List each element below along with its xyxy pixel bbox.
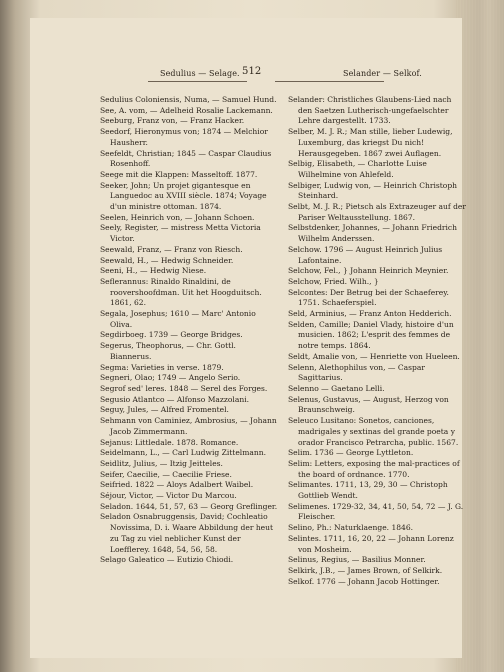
- right_column-entry: Selander: Christliches Glaubens-Lied nach den Saetzen Lutherisch-ungefaelschter Lehre dargestellt. 1733.: [288, 95, 452, 126]
- right_column-entry: Selimenes. 1729-32, 34, 41, 50, 54, 72 — J. G. Fleischer.: [288, 501, 464, 522]
- right_column-entry: Selintes. 1711, 16, 20, 22 — Johann Lorenz von Mosheim.: [288, 533, 454, 554]
- right_column-entry: Selino, Ph.: Naturklaenge. 1846.: [288, 523, 414, 533]
- right_column-entry: Seldt, Amalie von, — Henriette von Hueleen.: [288, 351, 460, 361]
- left_column-entry: Seeni, H., — Hedwig Niese.: [100, 266, 207, 276]
- right_column-entry: Seld, Arminius, — Franz Anton Hedderich.: [288, 309, 452, 319]
- left_column-entry: Sejanus: Littledale. 1878. Romance.: [100, 437, 239, 447]
- right_column-entry: Selchow. 1796 — August Heinrich Julius Lafontaine.: [288, 244, 443, 265]
- right_column-entry: Seleuco Lusitano: Sonetos, canciones, madrigales y sextinas del grande poeta y orador Francisco Petrarcha, public. 1567.: [288, 416, 459, 447]
- left_column-entry: Seefeldt, Christian; 1845 — Caspar Claudius Rosenhoff.: [100, 148, 272, 169]
- header-right: Selander — Selkof.: [343, 69, 422, 78]
- right_column-entry: Selim: Letters, exposing the mal-practices of the board of ordnance. 1770.: [288, 458, 460, 479]
- left_column-entry: Seewald, H., — Hedwig Schneider.: [100, 255, 234, 265]
- left_column-entry: Sehmann von Caminiez, Ambrosius, — Johann Jacob Zimmermann.: [100, 416, 277, 436]
- left_column-entry: Seidlitz, Julius, — Itzig Jeitteles.: [100, 458, 223, 468]
- right-column: [288, 95, 466, 587]
- left_column-entry: Séjour, Victor, — Victor Du Marcou.: [100, 491, 237, 501]
- right_column-entry: Selkirk, J.B., — James Brown, of Selkirk.: [288, 565, 443, 575]
- right_column-entry: Selchow, Fel., } Johann Heinrich Meynier.: [288, 266, 449, 276]
- right_column-entry: Selenno — Gaetano Lelli.: [288, 383, 385, 393]
- left_column-entry: Selago Galeatico — Eutizio Chiodi.: [100, 555, 234, 565]
- left_column-entry: Seeker, John; Un projet gigantesque en Languedoc au XVIII siècle. 1874; Voyage d'un ministre ottoman. 1874.: [100, 180, 267, 212]
- left_column-entry: Seifer, Caecilie, — Caecilie Friese.: [100, 469, 232, 479]
- right_column-entry: Selkof. 1776 — Johann Jacob Hottinger.: [288, 576, 440, 586]
- left_column-entry: Seflerannus: Rinaldo Rinaldini, de roovershoofdman. Uit het Hoogduitsch. 1861, 62.: [100, 276, 262, 308]
- left_column-entry: Seewald, Franz, — Franz von Riesch.: [100, 244, 243, 254]
- right_column-entry: Selden, Camille; Daniel Vlady, histoire d'un musicien. 1862; L'esprit des femmes de notre temps. 1864.: [288, 319, 454, 351]
- right_column-entry: Selinus, Regius, — Basilius Monner.: [288, 555, 426, 565]
- right_column-entry: Selim. 1736 — George Lyttleton.: [288, 448, 414, 458]
- page-number: 512: [242, 66, 262, 77]
- left_column-entry: Seladon. 1644, 51, 57, 63 — Georg Greflinger.: [100, 501, 278, 511]
- left_column-entry: Seifried. 1822 — Aloys Adalbert Waibel.: [100, 480, 254, 490]
- right_column-entry: Selbiger, Ludwig von, — Heinrich Christoph Steinhard.: [288, 180, 458, 201]
- left_column-entry: Segma: Varieties in verse. 1879.: [100, 362, 224, 372]
- left_column-entry: Seladon Osnabruggensis, David; Cochleatio Novissima, D. i. Waare Abbildung der heut zu Tag zu viel neblicher Kunst der Loefflerey. 1648, 54, 56, 58.: [100, 512, 274, 554]
- header-rule-right: [275, 81, 384, 82]
- left_column-entry: Seelen, Heinrich von, — Johann Schoen.: [100, 212, 255, 222]
- left_column-entry: Seege mit die Klappen: Masseltoff. 1877.: [100, 169, 258, 179]
- right_column-entry: Selcontes: Der Betrug bei der Schaeferey. 1751. Schaeferspiel.: [288, 287, 449, 308]
- left_column-entry: Segrof sed' leres. 1848 — Serel des Forges.: [100, 383, 268, 393]
- right_column-entry: Selenn, Alethophilus von, — Caspar Sagittarius.: [288, 362, 425, 383]
- right_column-entry: Selbig, Elisabeth, — Charlotte Luise Wilhelmine von Ahlefeld.: [288, 159, 427, 179]
- left_column-entry: Segerus, Theophorus, — Chr. Gottl. Biannerus.: [100, 341, 236, 361]
- left-column: [100, 95, 278, 566]
- right_column-entry: Selbt, M. J. R.; Pietsch als Extrazeuger auf der Pariser Weltausstellung. 1867.: [288, 202, 467, 222]
- right_column-entry: Selbstdenker, Johannes, — Johann Friedrich Wilhelm Anderssen.: [288, 223, 458, 244]
- left_column-entry: Seguy, Jules, — Alfred Fromentel.: [100, 405, 229, 415]
- right_column-entry: Selenus, Gustavus, — August, Herzog von Braunschweig.: [288, 394, 449, 415]
- header-rule-left: [148, 81, 247, 82]
- left_column-entry: Segala, Josephus; 1610 — Marc' Antonio Oliva.: [100, 309, 256, 329]
- header-left: Sedulius — Selage.: [160, 69, 240, 78]
- left_column-entry: Seedorf, Hieronymus von; 1874 — Melchior Hausherr.: [100, 127, 268, 147]
- left_column-entry: Sedulius Coloniensis, Numa, — Samuel Hund.: [100, 95, 277, 104]
- right_column-entry: Selber, M. J. R.; Man stille, lieber Ludewig, Luxemburg, das kriegst Du nich! Herausgegeben. 1867 zwei Auflagen.: [288, 127, 453, 158]
- left_column-entry: Seidelmann, L., — Carl Ludwig Zittelmann.: [100, 448, 266, 458]
- left_column-entry: Segdirboeg. 1739 — George Bridges.: [100, 330, 243, 340]
- right_column-entry: Selchow, Fried. Wilh., }: [288, 276, 379, 286]
- left_column-entry: See, A. vom, — Adelheid Rosalie Lackemann.: [100, 105, 273, 115]
- left_column-entry: Seely, Register, — mistress Metta Victoria Victor.: [100, 223, 261, 244]
- left_column-entry: Segusio Atlantco — Alfonso Mazzolani.: [100, 394, 250, 404]
- left_column-entry: Seeburg, Franz von, — Franz Hacker.: [100, 116, 245, 126]
- left_column-entry: Segneri, Olao; 1749 — Angelo Serio.: [100, 373, 241, 383]
- right_column-entry: Selimantes. 1711, 13, 29, 30 — Christoph Gottlieb Wendt.: [288, 480, 448, 501]
